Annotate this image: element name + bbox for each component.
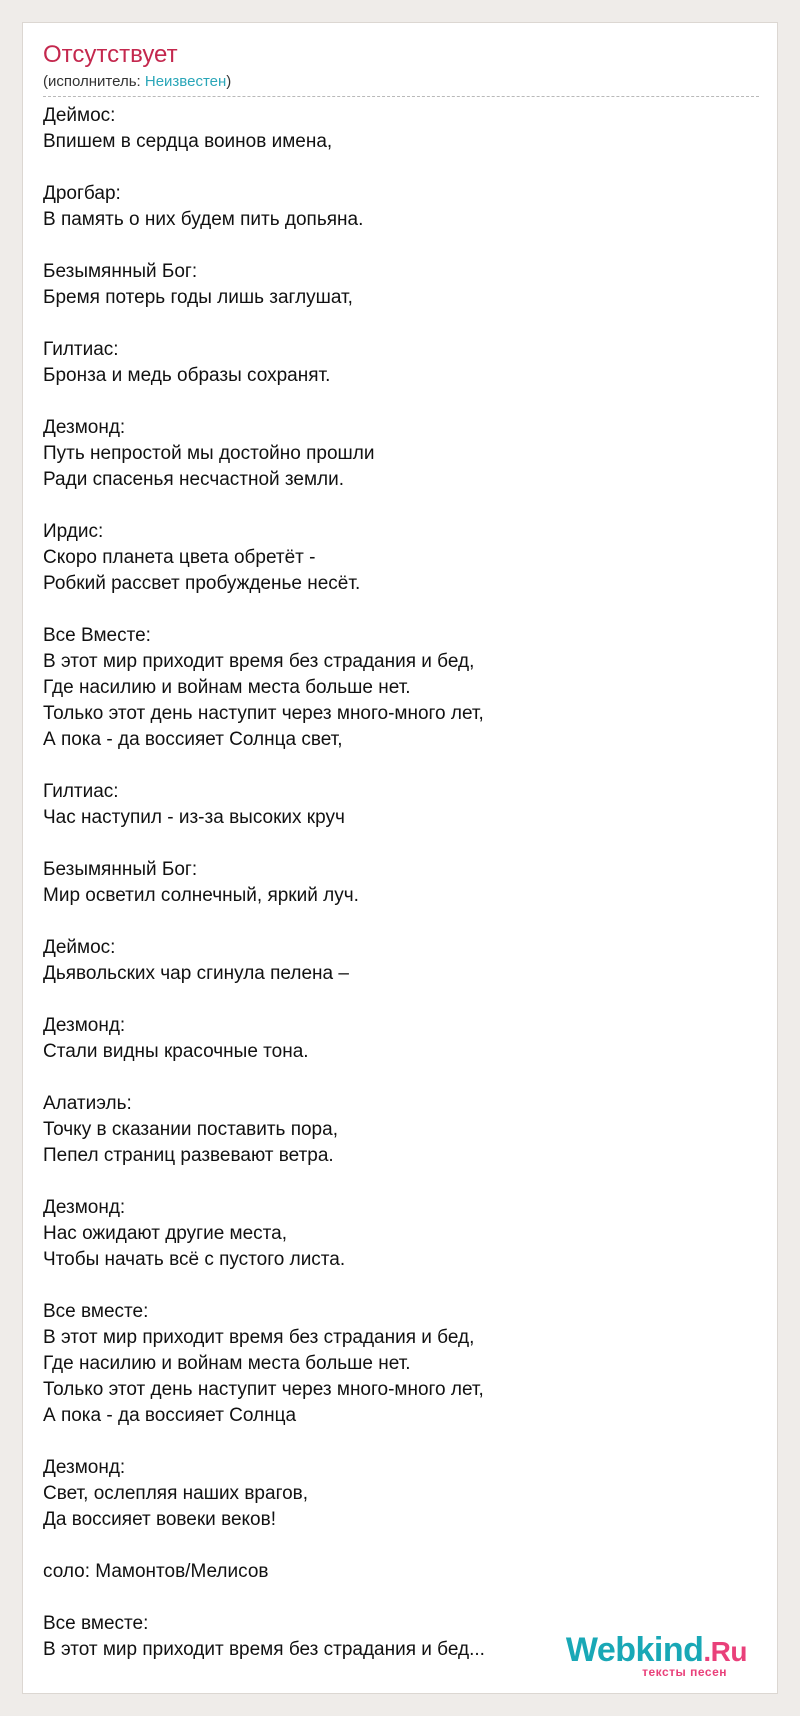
lyric-blank-line [43,233,743,259]
lyric-blank-line [43,1169,743,1195]
artist-link[interactable]: Неизвестен [144,72,227,90]
lyric-blank-line [43,389,743,415]
lyric-blank-line [43,753,743,779]
lyric-line: соло: Мамонтов/Мелисов [43,1561,269,1582]
lyric-line: Впишем в сердца воинов имена, [43,131,333,152]
lyric-blank-line [43,1065,743,1091]
lyric-line: Дьявольских чар сгинула пелена – [43,963,349,984]
lyric-line: Дезмонд: [43,417,126,438]
lyric-blank-line [43,597,743,623]
lyric-line: Дезмонд: [43,1457,126,1478]
logo-wordmark [566,1633,747,1667]
lyric-blank-line [43,909,743,935]
artist-line [43,73,759,91]
lyric-blank-line [43,1533,743,1559]
lyric-line: В этот мир приходит время без страдания и бед, [43,1327,475,1348]
lyric-line: Только этот день наступит через много-много лет, [43,1379,484,1400]
song-title: Отсутствует [43,41,178,68]
lyrics-card [22,22,778,1694]
lyric-line: Деймос: [43,937,116,958]
lyric-line: Мир осветил солнечный, яркий луч. [43,885,359,906]
artist-prefix: (исполнитель: [43,72,145,90]
lyric-line: Гилтиас: [43,781,119,802]
lyric-blank-line [43,1273,743,1299]
lyric-line: Стали видны красочные тона. [43,1041,309,1062]
lyrics-text [43,103,743,1663]
lyric-line: В этот мир приходит время без страдания и бед... [43,1639,485,1660]
lyric-line: А пока - да воссияет Солнца свет, [43,729,343,750]
lyric-line: Где насилию и войнам места больше нет. [43,1353,411,1374]
logo-tagline: тексты песен [642,1665,727,1679]
lyric-blank-line [43,493,743,519]
lyric-line: Все вместе: [43,1301,149,1322]
song-header [43,41,759,97]
logo-word: Webkind [565,1631,704,1669]
artist-suffix: ) [226,72,232,90]
lyric-line: Алатиэль: [43,1093,132,1114]
lyric-line: Все вместе: [43,1613,149,1634]
lyric-line: Скоро планета цвета обретёт - [43,547,316,568]
lyric-line: Путь непростой мы достойно прошли [43,443,375,464]
lyric-line: Ирдис: [43,521,104,542]
lyric-line: Нас ожидают другие места, [43,1223,288,1244]
lyric-blank-line [43,1585,743,1611]
lyric-line: Гилтиас: [43,339,119,360]
lyric-line: Час наступил - из-за высоких круч [43,807,345,828]
lyric-line: В этот мир приходит время без страдания и бед, [43,651,475,672]
lyric-line: В память о них будем пить допьяна. [43,209,364,230]
lyric-line: Дезмонд: [43,1197,126,1218]
lyric-blank-line [43,155,743,181]
lyric-line: Бронза и медь образы сохранят. [43,365,331,386]
lyric-line: Где насилию и войнам места больше нет. [43,677,411,698]
lyric-line: Дезмонд: [43,1015,126,1036]
lyric-blank-line [43,311,743,337]
lyric-line: Дрогбар: [43,183,121,204]
lyric-line: Чтобы начать всё с пустого листа. [43,1249,346,1270]
site-logo[interactable] [537,1633,747,1677]
lyric-line: Точку в сказании поставить пора, [43,1119,338,1140]
lyric-line: Только этот день наступит через много-много лет, [43,703,484,724]
lyric-line: Робкий рассвет пробужденье несёт. [43,573,361,594]
lyric-blank-line [43,831,743,857]
lyric-line: Бремя потерь годы лишь заглушат, [43,287,353,308]
lyric-line: Безымянный Бог: [43,261,198,282]
logo-tld: .Ru [703,1636,747,1667]
lyric-line: Пепел страниц развевают ветра. [43,1145,334,1166]
lyric-line: Безымянный Бог: [43,859,198,880]
header-divider [43,96,759,97]
lyric-line: А пока - да воссияет Солнца [43,1405,297,1426]
lyric-blank-line [43,1429,743,1455]
lyric-blank-line [43,987,743,1013]
lyric-line: Свет, ослепляя наших врагов, [43,1483,309,1504]
lyric-line: Да воссияет вовеки веков! [43,1509,276,1530]
lyric-line: Деймос: [43,105,116,126]
lyric-line: Ради спасенья несчастной земли. [43,469,345,490]
lyric-line: Все Вместе: [43,625,151,646]
